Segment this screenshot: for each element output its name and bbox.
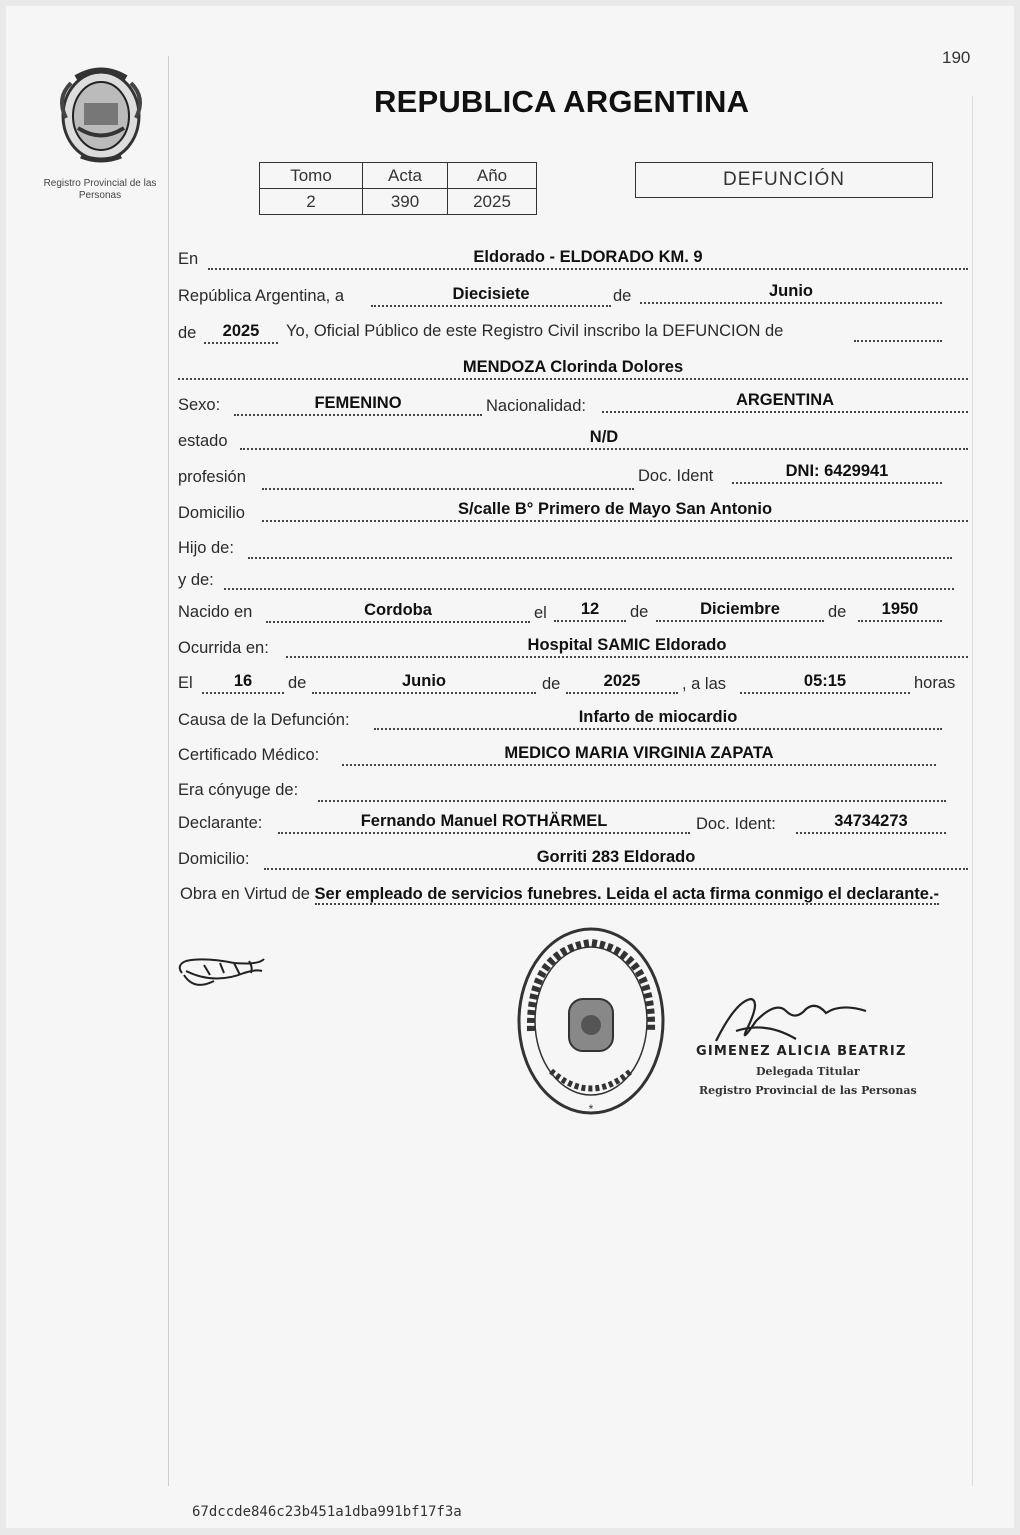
field-nacido-lugar: Cordoba bbox=[266, 601, 530, 623]
label-obra: Obra en Virtud de bbox=[180, 885, 310, 903]
label-de-5: de bbox=[288, 674, 307, 692]
provincial-coat-of-arms-logo bbox=[46, 58, 156, 168]
stamp-name: GIMENEZ ALICIA BEATRIZ bbox=[696, 1044, 907, 1059]
label-el: el bbox=[534, 604, 547, 622]
label-domicilio: Domicilio bbox=[178, 504, 245, 522]
label-en: En bbox=[178, 250, 199, 268]
declarant-signature bbox=[174, 951, 274, 996]
field-dia-inscripcion: Diecisiete bbox=[371, 285, 611, 307]
label-el-cap: El bbox=[178, 674, 193, 692]
field-sexo: FEMENINO bbox=[234, 394, 482, 416]
label-horas: horas bbox=[914, 674, 956, 692]
field-nacido-anio: 1950 bbox=[858, 600, 942, 622]
header-acta: Acta bbox=[363, 163, 448, 189]
label-republica: República Argentina, a bbox=[178, 287, 345, 305]
header-anio: Año bbox=[448, 163, 537, 189]
label-de-4: de bbox=[828, 603, 847, 621]
official-round-stamp bbox=[511, 921, 671, 1121]
field-def-dia: 16 bbox=[202, 672, 284, 694]
page-number: 190 bbox=[942, 48, 971, 67]
stamp-role: Delegada Titular bbox=[756, 1065, 860, 1078]
field-def-anio: 2025 bbox=[566, 672, 678, 694]
label-domicilio-2: Domicilio: bbox=[178, 850, 250, 868]
label-doc-ident: Doc. Ident bbox=[638, 467, 714, 485]
blank-hijo-de bbox=[248, 556, 952, 559]
stamp-organization: Registro Provincial de las Personas bbox=[699, 1084, 917, 1097]
field-certificado: MEDICO MARIA VIRGINIA ZAPATA bbox=[342, 744, 936, 766]
official-signature bbox=[706, 991, 876, 1051]
document-hash: 67dccde846c23b451a1dba991bf17f3a bbox=[192, 1504, 462, 1520]
field-estado: N/D bbox=[240, 428, 968, 450]
svg-text:*: * bbox=[588, 1102, 594, 1116]
label-estado: estado bbox=[178, 432, 228, 450]
label-causa: Causa de la Defunción: bbox=[178, 711, 350, 729]
field-causa: Infarto de miocardio bbox=[374, 708, 942, 730]
value-acta: 390 bbox=[363, 189, 448, 215]
value-tomo: 2 bbox=[260, 189, 363, 215]
blank-profesion bbox=[262, 487, 634, 490]
record-type-box: DEFUNCIÓN bbox=[635, 162, 933, 198]
field-domicilio: S/calle B° Primero de Mayo San Antonio bbox=[262, 500, 968, 522]
field-nacido-mes: Diciembre bbox=[656, 600, 824, 622]
label-sexo: Sexo: bbox=[178, 396, 221, 414]
label-certificado: Certificado Médico: bbox=[178, 746, 320, 764]
certificate-page bbox=[6, 6, 1014, 1528]
field-declarante-doc: 34734273 bbox=[796, 812, 946, 834]
field-nacionalidad: ARGENTINA bbox=[602, 391, 968, 413]
label-nacido-en: Nacido en bbox=[178, 603, 253, 621]
header-tomo: Tomo bbox=[260, 163, 363, 189]
field-lugar: Eldorado - ELDORADO KM. 9 bbox=[208, 248, 968, 270]
label-ocurrida-en: Ocurrida en: bbox=[178, 639, 269, 657]
field-def-mes: Junio bbox=[312, 672, 536, 694]
label-hijo-de: Hijo de: bbox=[178, 539, 234, 557]
field-fallecido: MENDOZA Clorinda Dolores bbox=[178, 358, 968, 380]
label-de-2: de bbox=[178, 324, 197, 342]
logo-caption: Registro Provincial de las Personas bbox=[43, 178, 157, 201]
label-de-6: de bbox=[542, 675, 561, 693]
record-table bbox=[259, 162, 537, 215]
label-conyuge: Era cónyuge de: bbox=[178, 781, 299, 799]
field-anio-inscripcion: 2025 bbox=[204, 322, 278, 344]
label-declarante: Declarante: bbox=[178, 814, 263, 832]
label-nacionalidad: Nacionalidad: bbox=[486, 397, 586, 415]
obra-paragraph bbox=[180, 883, 970, 905]
field-obra-texto: Ser empleado de servicios funebres. Leida el acta firma conmigo el declarante.- bbox=[314, 885, 940, 903]
label-yo-oficial: Yo, Oficial Público de este Registro Civil inscribo la DEFUNCION de bbox=[286, 322, 784, 340]
field-ocurrida-en: Hospital SAMIC Eldorado bbox=[286, 636, 968, 658]
document-title: REPUBLICA ARGENTINA bbox=[374, 84, 750, 119]
field-mes-inscripcion: Junio bbox=[640, 282, 942, 304]
label-a-las: , a las bbox=[682, 675, 727, 693]
left-margin-line bbox=[168, 56, 169, 1486]
field-doc-ident: DNI: 6429941 bbox=[732, 462, 942, 484]
blank-yo-oficial bbox=[854, 339, 942, 342]
label-de-1: de bbox=[613, 287, 632, 305]
label-profesion: profesión bbox=[178, 468, 246, 486]
field-declarante: Fernando Manuel ROTHÄRMEL bbox=[278, 812, 690, 834]
label-de-3: de bbox=[630, 603, 649, 621]
label-y-de: y de: bbox=[178, 571, 214, 589]
right-margin-line bbox=[972, 96, 973, 1486]
blank-y-de bbox=[224, 587, 954, 590]
field-nacido-dia: 12 bbox=[554, 600, 626, 622]
label-doc-ident-2: Doc. Ident: bbox=[696, 815, 776, 833]
field-declarante-domicilio: Gorriti 283 Eldorado bbox=[264, 848, 968, 870]
field-def-hora: 05:15 bbox=[740, 672, 910, 694]
blank-conyuge bbox=[318, 799, 946, 802]
value-anio: 2025 bbox=[448, 189, 537, 215]
